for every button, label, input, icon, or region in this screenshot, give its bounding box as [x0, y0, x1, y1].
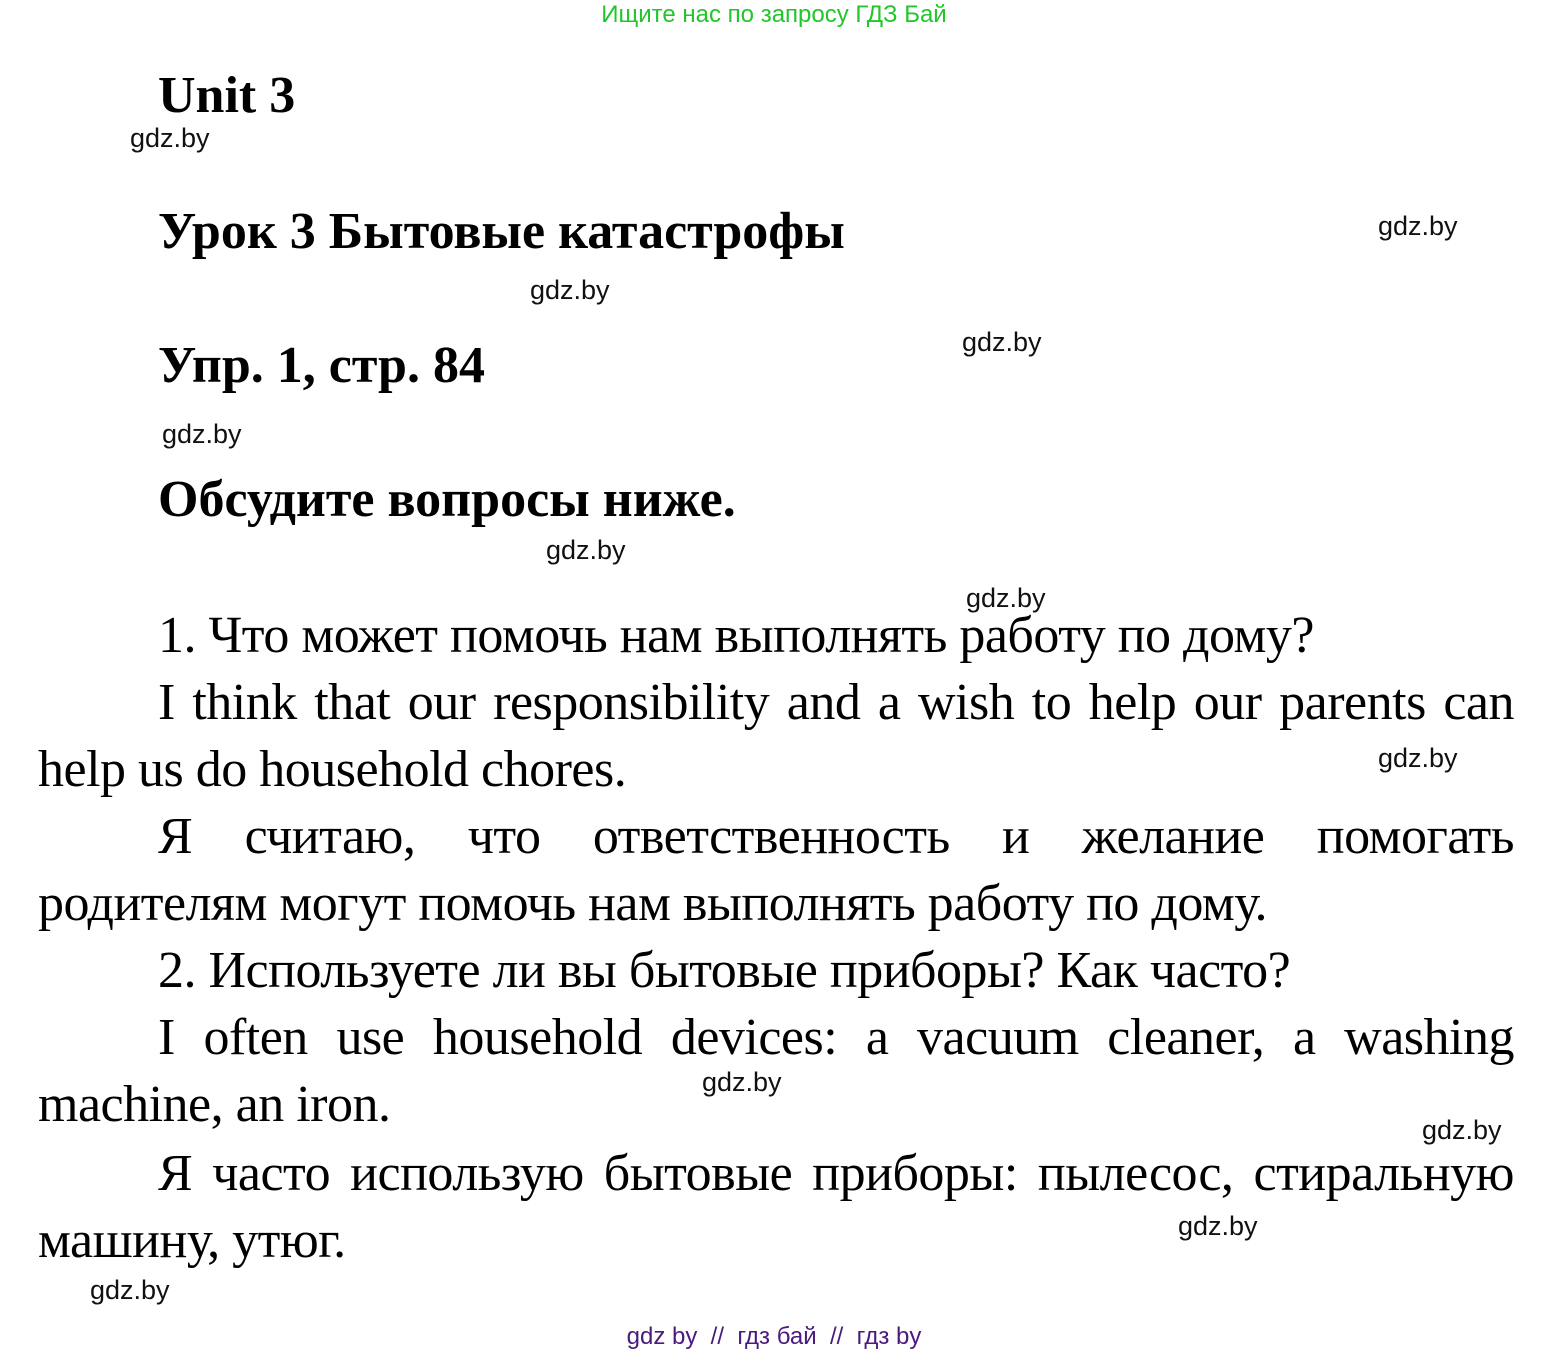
question-2: 2. Используете ли вы бытовые приборы? Как часто?	[158, 942, 1291, 999]
top-banner: Ищите нас по запросу ГДЗ Бай	[601, 1, 947, 28]
watermark: gdz.by	[962, 327, 1042, 357]
footer-links: gdz by // гдз бай // гдз by	[626, 1323, 922, 1350]
watermark: gdz.by	[1378, 211, 1458, 241]
answer-1-russian: Я считаю, что ответственность и желание помогать родителям могут помочь нам выполнять работу по дому.	[38, 808, 1514, 932]
watermark: gdz.by	[530, 275, 610, 305]
watermark: gdz.by	[90, 1275, 170, 1305]
answer-1-english: I think that our responsibility and a wish to help our parents can help us do household chores.	[38, 674, 1514, 798]
question-1: 1. Что может помочь нам выполнять работу по дому?	[158, 607, 1315, 664]
watermark: gdz.by	[702, 1067, 782, 1097]
watermark: gdz.by	[1378, 743, 1458, 773]
watermark: gdz.by	[1422, 1115, 1502, 1145]
watermark: gdz.by	[162, 419, 242, 449]
watermark: gdz.by	[1178, 1211, 1258, 1241]
unit-title: Unit 3	[158, 67, 296, 124]
task-title: Обсудите вопросы ниже.	[158, 471, 736, 528]
lesson-title: Урок 3 Бытовые катастрофы	[158, 203, 845, 260]
answer-2-russian: Я часто использую бытовые приборы: пылесос, стиральную машину, утюг.	[38, 1145, 1514, 1269]
watermark: gdz.by	[130, 123, 210, 153]
watermark: gdz.by	[966, 583, 1046, 613]
watermark: gdz.by	[546, 535, 626, 565]
exercise-title: Упр. 1, стр. 84	[158, 337, 485, 394]
answer-2-english: I often use household devices: a vacuum cleaner, a washing machine, an iron.	[38, 1009, 1514, 1133]
